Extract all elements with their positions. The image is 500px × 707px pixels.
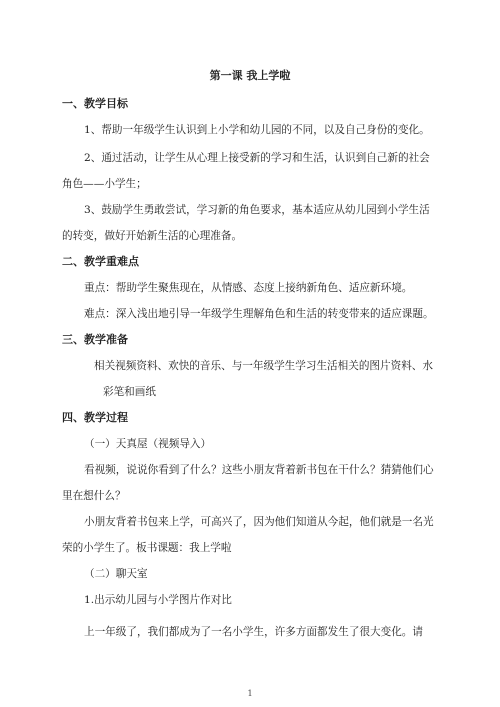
- section-heading-preparation: 三、教学准备: [62, 333, 128, 346]
- objective-3-line2: 的转变，做好开始新生活的心理准备。: [62, 230, 243, 242]
- subsection-heading-2: （二）聊天室: [84, 568, 148, 580]
- section-heading-process: 四、教学过程: [62, 411, 128, 424]
- process-paragraph-3: 上一年级了，我们都成为了一名小学生，许多方面都发生了很大变化。请: [84, 626, 423, 638]
- lesson-title: 第一课 我上学啦: [209, 69, 291, 82]
- objective-1: 1、帮助一年级学生认识到上小学和幼儿园的不同，以及自己身份的变化。: [84, 124, 430, 136]
- process-paragraph-1-line1: 看视频，说说你看到了什么？这些小朋友背着新书包在干什么？猜猜他们心: [84, 464, 434, 476]
- objective-2-line2: 角色——小学生；: [62, 178, 147, 190]
- subsection-heading-1: （一）天真屋（视频导入）: [84, 438, 212, 450]
- process-item-1: 1.出示幼儿园与小学图片作对比: [84, 594, 232, 606]
- preparation-line1: 相关视频资料、欢快的音乐、与一年级学生学习生活相关的图片资料、水: [94, 360, 433, 372]
- section-heading-objectives: 一、教学目标: [62, 97, 128, 110]
- objective-3-line1: 3、鼓励学生勇敢尝试，学习新的角色要求，基本适应从幼儿园到小学生活: [84, 204, 430, 216]
- page-number: 1: [247, 689, 253, 698]
- preparation-line2: 彩笔和画纸: [103, 386, 156, 398]
- process-paragraph-2-line2: 荣的小学生了。板书课题：我上学啦: [62, 542, 232, 554]
- section-heading-key-points: 二、教学重难点: [62, 255, 139, 268]
- objective-2-line1: 2、通过活动，让学生从心理上接受新的学习和生活，认识到自己新的社会: [84, 152, 430, 164]
- process-paragraph-1-line2: 里在想什么？: [62, 490, 126, 502]
- difficult-point: 难点：深入浅出地引导一年级学生理解角色和生活的转变带来的适应课题。: [84, 308, 434, 320]
- key-point: 重点：帮助学生聚焦现在，从情感、态度上接纳新角色、适应新环境。: [84, 282, 413, 294]
- process-paragraph-2-line1: 小朋友背着书包来上学，可高兴了，因为他们知道从今起，他们就是一名光: [84, 516, 434, 528]
